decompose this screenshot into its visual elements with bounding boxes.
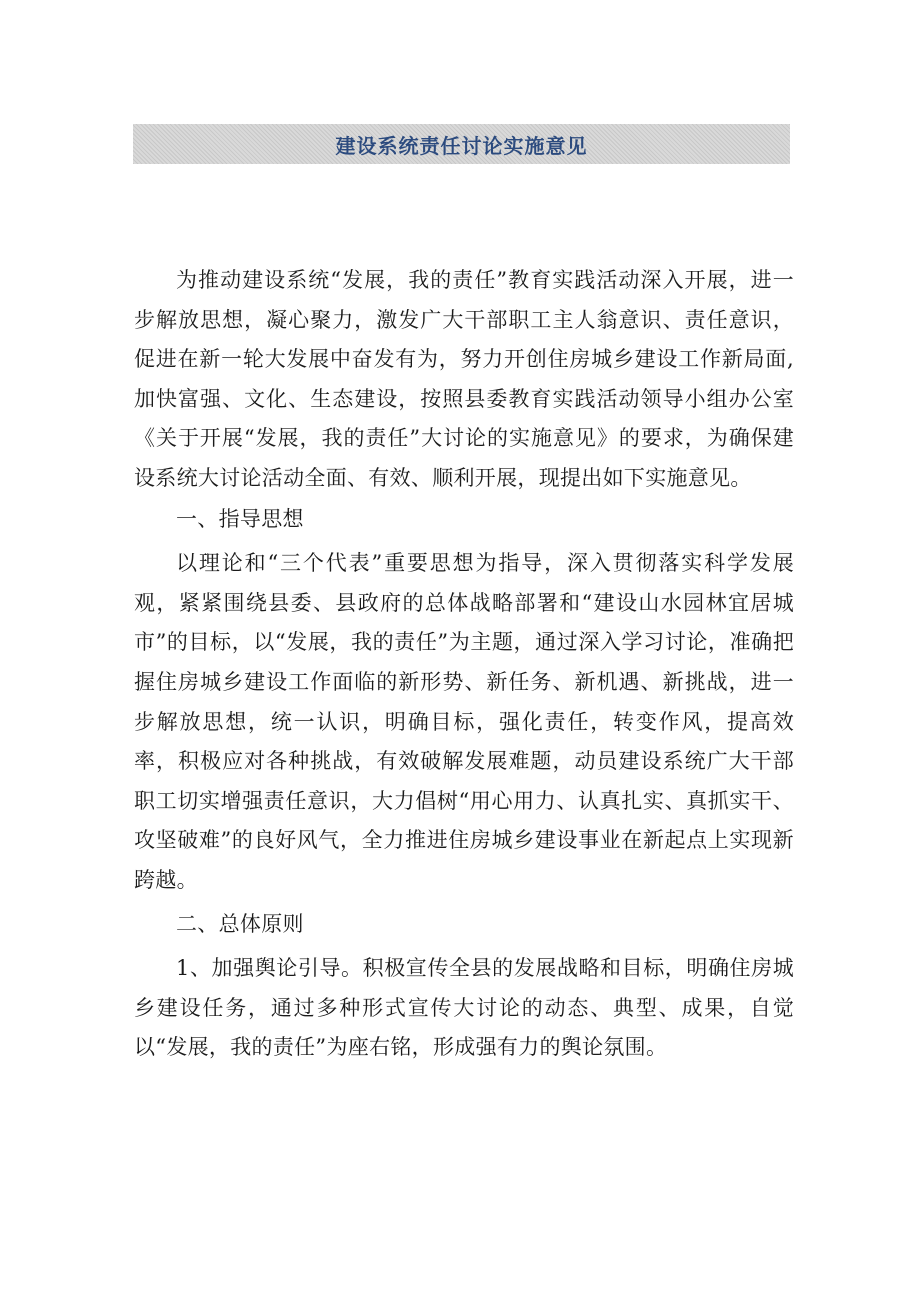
intro-paragraph: 为推动建设系统“发展，我的责任”教育实践活动深入开展，进一步解放思想，凝心聚力，激发广大干部职工主人翁意识、责任意识，促进在新一轮大发展中奋发有为，努力开创住房城乡建设工作新局面,加快富强、文化、生态建设，按照县委教育实践活动领导小组办公室《关于开展“发展，我的责任”大讨论的实施意见》的要求，为确保建设系统大讨论活动全面、有效、顺利开展，现提出如下实施意见。 xyxy=(134,268,794,490)
principle-item-1: 1、加强舆论引导。积极宣传全县的发展战略和目标，明确住房城乡建设任务，通过多种形式宣传大讨论的动态、典型、成果，自觉以“发展，我的责任”为座右铭，形成强有力的舆论氛围。 xyxy=(134,956,794,1060)
document-body xyxy=(134,261,794,1068)
section-paragraph-guiding-ideology: 以理论和“三个代表”重要思想为指导，深入贯彻落实科学发展观，紧紧围绕县委、县政府的总体战略部署和“建设山水园林宜居城市”的目标，以“发展，我的责任”为主题，通过深入学习讨论，准确把握住房城乡建设工作面临的新形势、新任务、新机遇、新挑战，进一步解放思想，统一认识，明确目标，强化责任，转变作风，提高效率，积极应对各种挑战，有效破解发展难题，动员建设系统广大干部职工切实增强责任意识，大力倡树“用心用力、认真扎实、真抓实干、攻坚破难”的良好风气，全力推进住房城乡建设事业在新起点上实现新跨越。 xyxy=(134,551,794,892)
document-title: 建设系统责任讨论实施意见 xyxy=(335,133,588,158)
section-heading-guiding-ideology: 一、指导思想 xyxy=(176,506,304,531)
section-heading-general-principles: 二、总体原则 xyxy=(176,911,304,936)
title-banner xyxy=(133,124,790,164)
